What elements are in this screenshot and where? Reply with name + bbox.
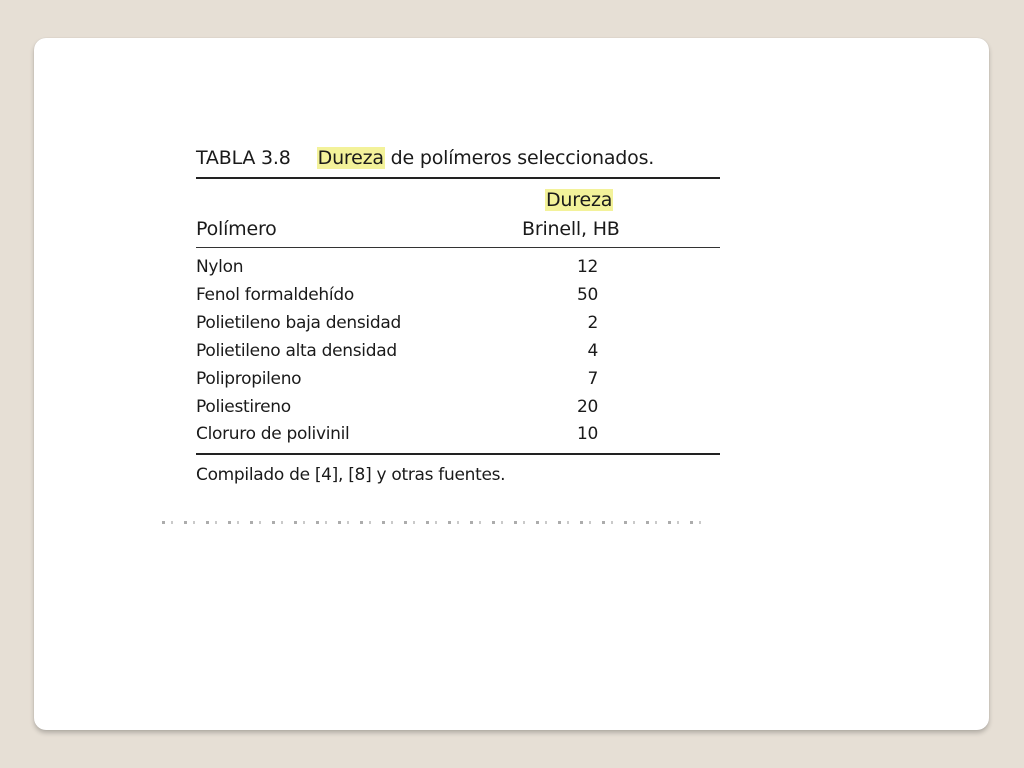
row-value: 12	[576, 257, 598, 277]
table-row	[196, 313, 720, 341]
table-footnote: Compilado de [4], [8] y otras fuentes.	[196, 465, 506, 485]
top-rule	[196, 177, 720, 179]
row-value: 50	[576, 285, 598, 305]
table-row	[196, 341, 720, 369]
row-name: Nylon	[196, 257, 244, 277]
row-value: 20	[576, 397, 598, 417]
title-highlight: Dureza	[317, 147, 384, 169]
row-value: 7	[587, 369, 598, 389]
table-row	[196, 424, 720, 452]
table-row	[196, 257, 720, 285]
bottom-rule	[196, 453, 720, 455]
header-rule	[196, 247, 720, 248]
row-name: Fenol formaldehído	[196, 285, 354, 305]
row-name: Polietileno baja densidad	[196, 313, 401, 333]
row-name: Cloruro de polivinil	[196, 424, 350, 444]
title-rest: de polímeros seleccionados.	[390, 147, 655, 169]
table-row	[196, 285, 720, 313]
header-hardness-top	[545, 189, 613, 211]
row-value: 10	[576, 424, 598, 444]
table-caption	[196, 147, 654, 169]
header-polymer: Polímero	[196, 218, 277, 240]
header-hardness-highlight: Dureza	[546, 189, 613, 211]
row-value: 2	[587, 313, 598, 333]
row-value: 4	[587, 341, 598, 361]
table-row	[196, 369, 720, 397]
row-name: Polietileno alta densidad	[196, 341, 397, 361]
row-name: Poliestireno	[196, 397, 291, 417]
row-name: Polipropileno	[196, 369, 302, 389]
table-label: TABLA 3.8	[196, 147, 291, 169]
header-hardness-bottom: Brinell, HB	[522, 218, 620, 240]
table-row	[196, 397, 720, 425]
